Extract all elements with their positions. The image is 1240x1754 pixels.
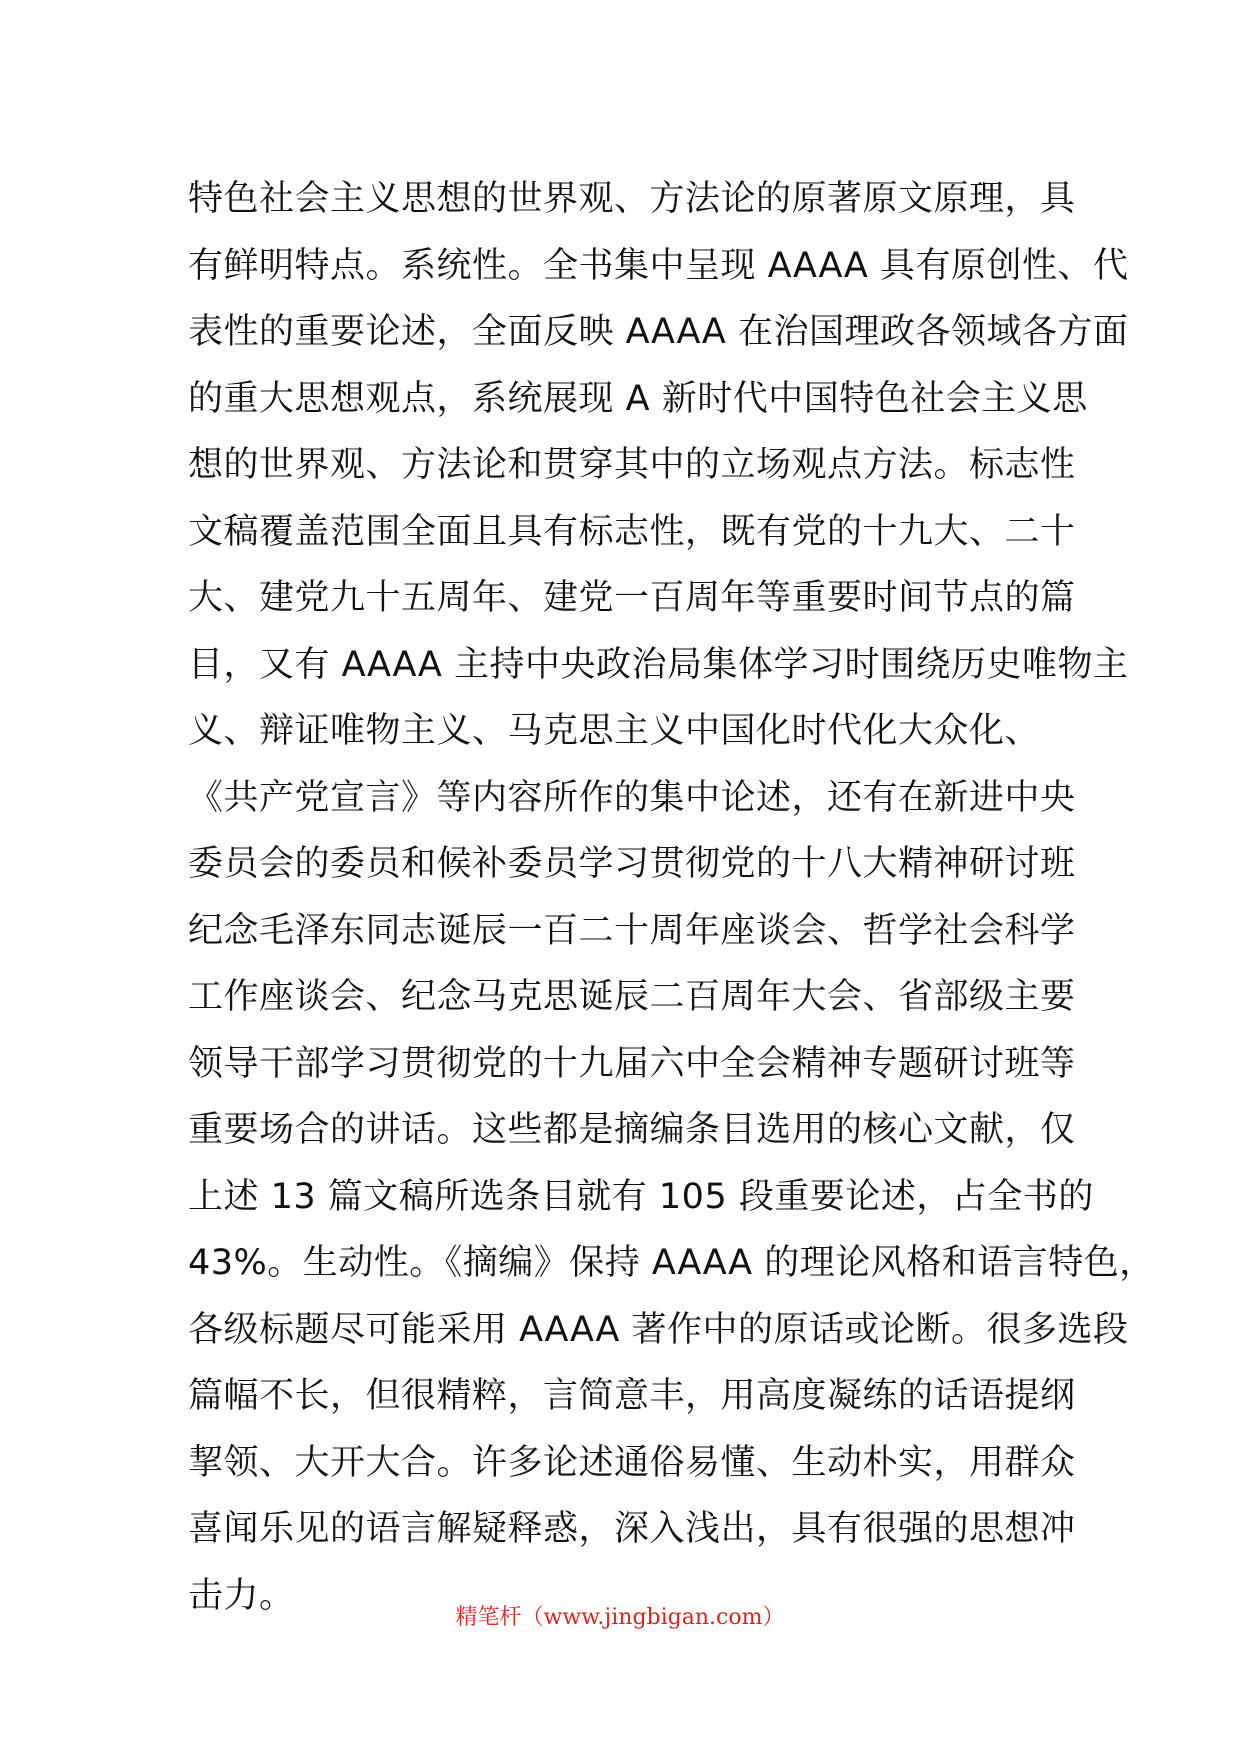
paragraph-line: 想的世界观、方法论和贯穿其中的立场观点方法。标志性 [188,445,1076,485]
paragraph-line: 43%。生动性。《摘编》保持 AAAA 的理论风格和语言特色， [188,1243,1155,1283]
paragraph-line: 纪念毛泽东同志诞辰一百二十周年座谈会、哲学社会科学 [188,910,1076,951]
paragraph-line: 委员会的委员和候补委员学习贯彻党的十八大精神研讨班 [188,844,1076,884]
paragraph-line: 《共产党宣言》等内容所作的集中论述，还有在新进中央 [188,777,1076,818]
paragraph-line: 喜闻乐见的语言解疑释惑，深入浅出，具有很强的思想冲 [188,1509,1076,1549]
paragraph-line: 领导干部学习贯彻党的十九届六中全会精神专题研讨班等 [188,1043,1076,1084]
paragraph-line: 上述 13 篇文稿所选条目就有 105 段重要论述，占全书的 [188,1176,1094,1217]
paragraph-line: 有鲜明特点。系统性。全书集中呈现 AAAA 具有原创性、代 [188,245,1129,286]
paragraph-line: 目，又有 AAAA 主持中央政治局集体学习时围绕历史唯物主 [188,644,1129,685]
body-paragraph [188,166,1155,1629]
paragraph-line: 工作座谈会、纪念马克思诞辰二百周年大会、省部级主要 [188,977,1076,1017]
paragraph-line: 各级标题尽可能采用 AAAA 著作中的原话或论断。很多选段 [188,1309,1129,1350]
paragraph-line: 击力。 [188,1575,295,1616]
paragraph-line: 的重大思想观点，系统展现 A 新时代中国特色社会主义思 [188,378,1088,419]
footer-watermark: 精笔杆（www.jingbigan.com） [455,1605,785,1630]
paragraph-line: 文稿覆盖范围全面且具有标志性，既有党的十九大、二十 [188,511,1076,552]
paragraph-line: 挈领、大开大合。许多论述通俗易懂、生动朴实，用群众 [188,1442,1076,1483]
paragraph-line: 特色社会主义思想的世界观、方法论的原著原文原理，具 [188,179,1076,219]
paragraph-line: 义、辩证唯物主义、马克思主义中国化时代化大众化、 [188,711,1041,751]
paragraph-line: 大、建党九十五周年、建党一百周年等重要时间节点的篇 [188,578,1076,618]
paragraph-line: 重要场合的讲话。这些都是摘编条目选用的核心文献，仅 [188,1110,1076,1150]
paragraph-line: 表性的重要论述，全面反映 AAAA 在治国理政各领域各方面 [188,312,1129,352]
paragraph-line: 篇幅不长，但很精粹，言简意丰，用高度凝练的话语提纲 [188,1376,1076,1416]
